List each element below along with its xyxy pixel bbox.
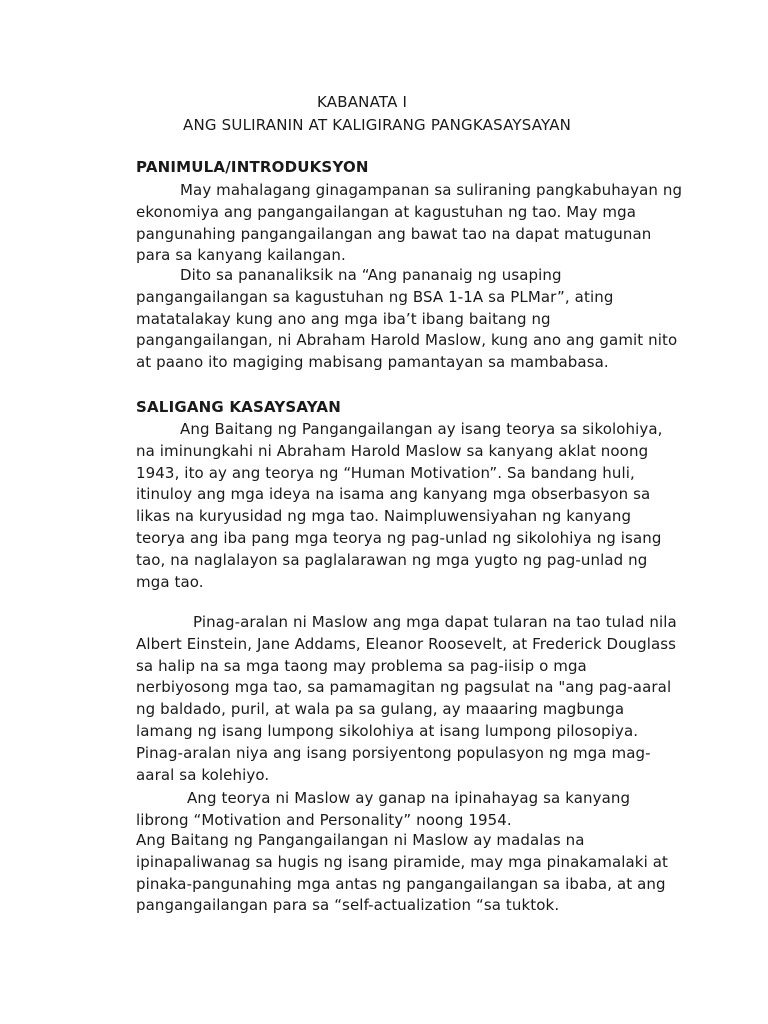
chapter-number: KABANATA I xyxy=(317,93,408,111)
text-line: na iminungkahi ni Abraham Harold Maslow sa kanyang aklat noong xyxy=(136,441,649,460)
text-line: ekonomiya ang pangangailangan at kagustuhan ng tao. May mga xyxy=(136,202,637,221)
text-line: Pinag-aralan niya ang isang porsiyentong populasyon ng mga mag- xyxy=(136,743,651,762)
text-line: Dito sa pananaliksik na “Ang pananaig ng usaping xyxy=(180,266,562,284)
paragraph xyxy=(136,788,656,832)
text-line: aaral sa kolehiyo. xyxy=(136,765,270,784)
text-line: pangunahing pangangailangan ang bawat tao na dapat matugunan xyxy=(136,224,652,243)
text-line: likas na kuryusidad ng mga tao. Naimpluwensiyahan ng kanyang xyxy=(136,507,632,526)
text-line: pangangailangan sa kagustuhan ng BSA 1-1A sa PLMar”, ating xyxy=(136,287,614,306)
section-heading-introduction: PANIMULA/INTRODUKSYON xyxy=(136,158,369,176)
paragraph xyxy=(136,612,677,786)
text-line: Ang Baitang ng Pangangailangan ni Maslow ay madalas na xyxy=(136,831,585,849)
text-line: librong “Motivation and Personality” noong 1954. xyxy=(136,810,512,829)
text-line: Pinag-aralan ni Maslow ang mga dapat tularan na tao tulad nila xyxy=(193,613,677,631)
text-line: nerbiyosong mga tao, sa pamamagitan ng pagsulat na "ang pag-aaral xyxy=(136,678,672,697)
text-line: matatalakay kung ano ang mga iba’t ibang baitang ng xyxy=(136,309,551,328)
text-line: mga tao. xyxy=(136,572,204,591)
paragraph xyxy=(136,180,683,267)
chapter-title: ANG SULIRANIN AT KALIGIRANG PANGKASAYSAYAN xyxy=(183,116,572,134)
paragraph xyxy=(136,830,668,917)
text-line: tao, na naglalayon sa paglalarawan ng mga yugto ng pag-unlad ng xyxy=(136,550,648,569)
section-heading-background: SALIGANG KASAYSAYAN xyxy=(136,398,341,416)
paragraph xyxy=(136,419,663,593)
text-line: itinuloy ang mga ideya na isama ang kanyang mga obserbasyon sa xyxy=(136,485,651,504)
text-line: at paano ito magiging mabisang pamantayan sa mambabasa. xyxy=(136,353,609,372)
text-line: ng baldado, puril, at wala pa sa gulang, ay maaaring magbunga xyxy=(136,700,625,719)
text-line: ipinapaliwanag sa hugis ng isang piramide, may mga pinakamalaki at xyxy=(136,852,668,871)
text-line: sa halip na sa mga taong may problema sa pag-iisip o mga xyxy=(136,656,587,675)
paragraph xyxy=(136,265,678,374)
text-line: Albert Einstein, Jane Addams, Eleanor Roosevelt, at Frederick Douglass xyxy=(136,634,677,653)
text-line: 1943, ito ay ang teorya ng “Human Motivation”. Sa bandang huli, xyxy=(136,463,635,482)
text-line: pinaka-pangunahing mga antas ng pangangailangan sa ibaba, at ang xyxy=(136,874,666,893)
text-line: Ang Baitang ng Pangangailangan ay isang teorya sa sikolohiya, xyxy=(180,420,663,438)
text-line: para sa kanyang kailangan. xyxy=(136,246,346,265)
text-line: May mahalagang ginagampanan sa suliraning pangkabuhayan ng xyxy=(180,181,683,199)
text-line: pangangailangan para sa “self-actualization “sa tuktok. xyxy=(136,896,560,915)
text-line: pangangailangan, ni Abraham Harold Maslow, kung ano ang gamit nito xyxy=(136,331,678,350)
text-line: Ang teorya ni Maslow ay ganap na ipinahayag sa kanyang xyxy=(187,789,631,807)
text-line: teorya ang iba pang mga teorya ng pag-unlad ng sikolohiya ng isang xyxy=(136,528,662,547)
text-line: lamang ng isang lumpong sikolohiya at isang lumpong pilosopiya. xyxy=(136,721,639,740)
